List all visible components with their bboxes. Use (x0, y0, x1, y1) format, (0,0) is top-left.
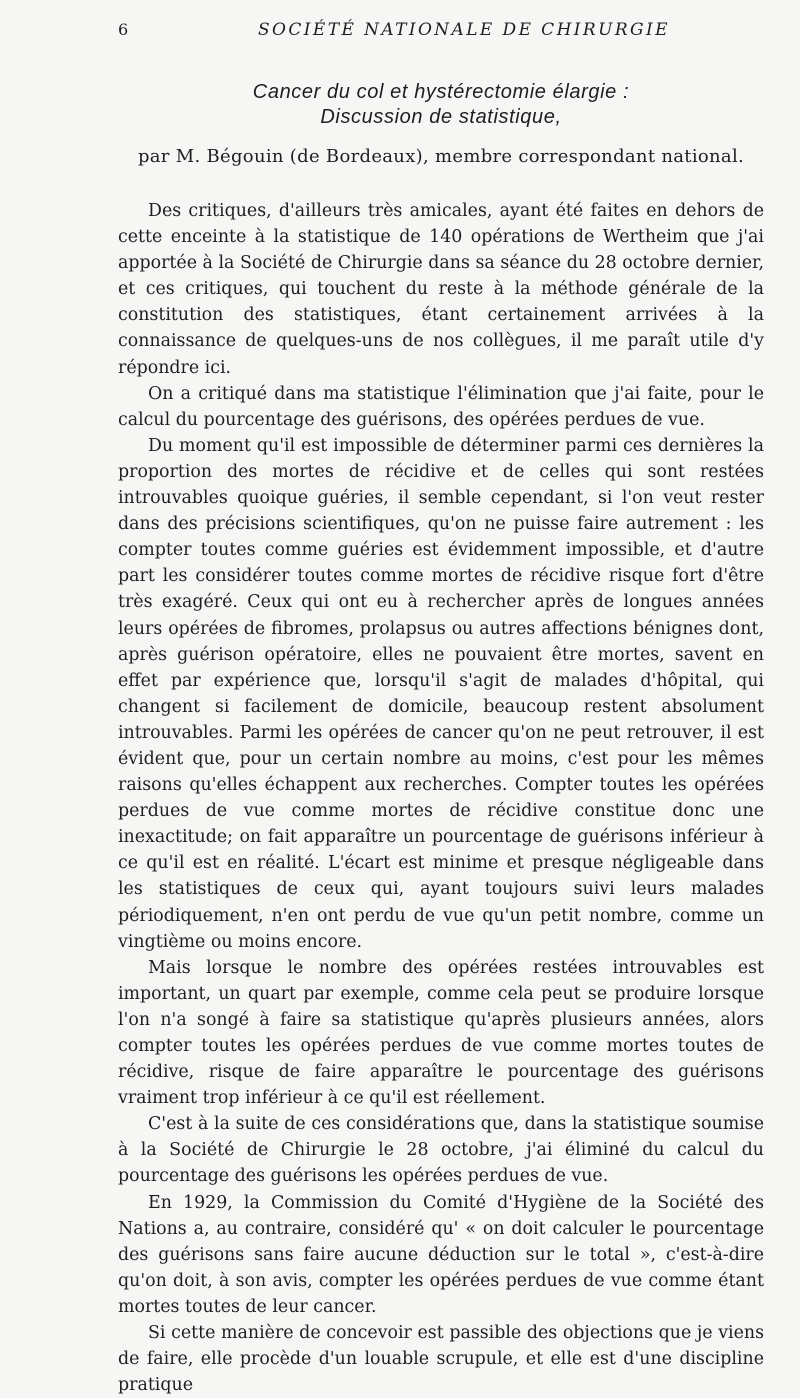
article-body (118, 198, 764, 1398)
page-number: 6 (118, 20, 129, 39)
paragraph: Du moment qu'il est impossible de déterminer parmi ces dernières la proportion des mortes de récidive et de celles qui sont restées introuvables quoique guéries, il semble cependant, si l'on veut rester dans des précisions scientifiques, qu'on ne puisse faire autrement : les compter toutes comme guéries est évidemment impossible, et d'autre part les considérer toutes comme mortes de récidive risque fort d'être très exagéré. Ceux qui ont eu à rechercher après de longues années leurs opérées de fibromes, prolapsus ou autres affections bénignes dont, après guérison opératoire, elles ne pouvaient être mortes, savent en effet par expérience que, lorsqu'il s'agit de malades d'hôpital, qui changent si facilement de domicile, beaucoup restent absolument introuvables. Parmi les opérées de cancer qu'on ne peut retrouver, il est évident que, pour un certain nombre au moins, c'est pour les mêmes raisons qu'elles échappent aux recherches. Compter toutes les opérées perdues de vue comme mortes de récidive constitue donc une inexactitude; on fait apparaître un pourcentage de guérisons inférieur à ce qu'il est en réalité. L'écart est minime et presque négligeable dans les statistiques de ceux qui, ayant toujours suivi leurs malades périodiquement, n'en ont perdu de vue qu'un petit nombre, comme un vingtième ou moins encore. (118, 435, 764, 952)
paragraph: On a critiqué dans ma statistique l'élimination que j'ai faite, pour le calcul du pourcentage des guérisons, des opérées perdues de vue. (118, 383, 764, 430)
running-header (118, 20, 764, 44)
paragraph: En 1929, la Commission du Comité d'Hygiène de la Société des Nations a, au contraire, considéré qu' « on doit calculer le pourcentage des guérisons sans faire aucune déduction sur le total », c'est-à-dire qu'on doit, à son avis, compter les opérées perdues de vue comme étant mortes toutes de leur cancer. (118, 1192, 764, 1317)
paragraph: Si cette manière de concevoir est passible des objections que je viens de faire, elle procède d'un louable scrupule, et elle est d'une discipline pratique (118, 1323, 764, 1396)
paragraph: C'est à la suite de ces considérations que, dans la statistique soumise à la Société de Chirurgie le 28 octobre, j'ai éliminé du calcul du pourcentage des guérisons les opérées perdues de vue. (118, 1114, 764, 1187)
author-line: par M. Bégouin (de Bordeaux), membre correspondant national. (137, 146, 745, 167)
article-title-line-2: Discussion de statistique, (320, 106, 562, 128)
paragraph: Mais lorsque le nombre des opérées restées introuvables est important, un quart par exemple, comme cela peut se produire lorsque l'on n'a songé à faire sa statistique qu'après plusieurs années, alors compter toutes les opérées perdues de vue comme mortes toutes de récidive, risque de faire apparaître le pourcentage des guérisons vraiment trop inférieur à ce qu'il est réellement. (118, 957, 764, 1109)
article-title (118, 80, 764, 130)
paragraph: Des critiques, d'ailleurs très amicales, ayant été faites en dehors de cette enceinte à la statistique de 140 opérations de Wertheim que j'ai apportée à la Société de Chirurgie dans sa séance du 28 octobre dernier, et ces critiques, qui touchent du reste à la méthode générale de la constitution des statistiques, étant certainement arrivées à la connaissance de quelques-uns de nos collègues, il me paraît utile d'y répondre ici. (118, 201, 764, 378)
journal-title: SOCIÉTÉ NATIONALE DE CHIRURGIE (258, 20, 670, 40)
article-title-line-1: Cancer du col et hystérectomie élargie : (252, 81, 630, 103)
